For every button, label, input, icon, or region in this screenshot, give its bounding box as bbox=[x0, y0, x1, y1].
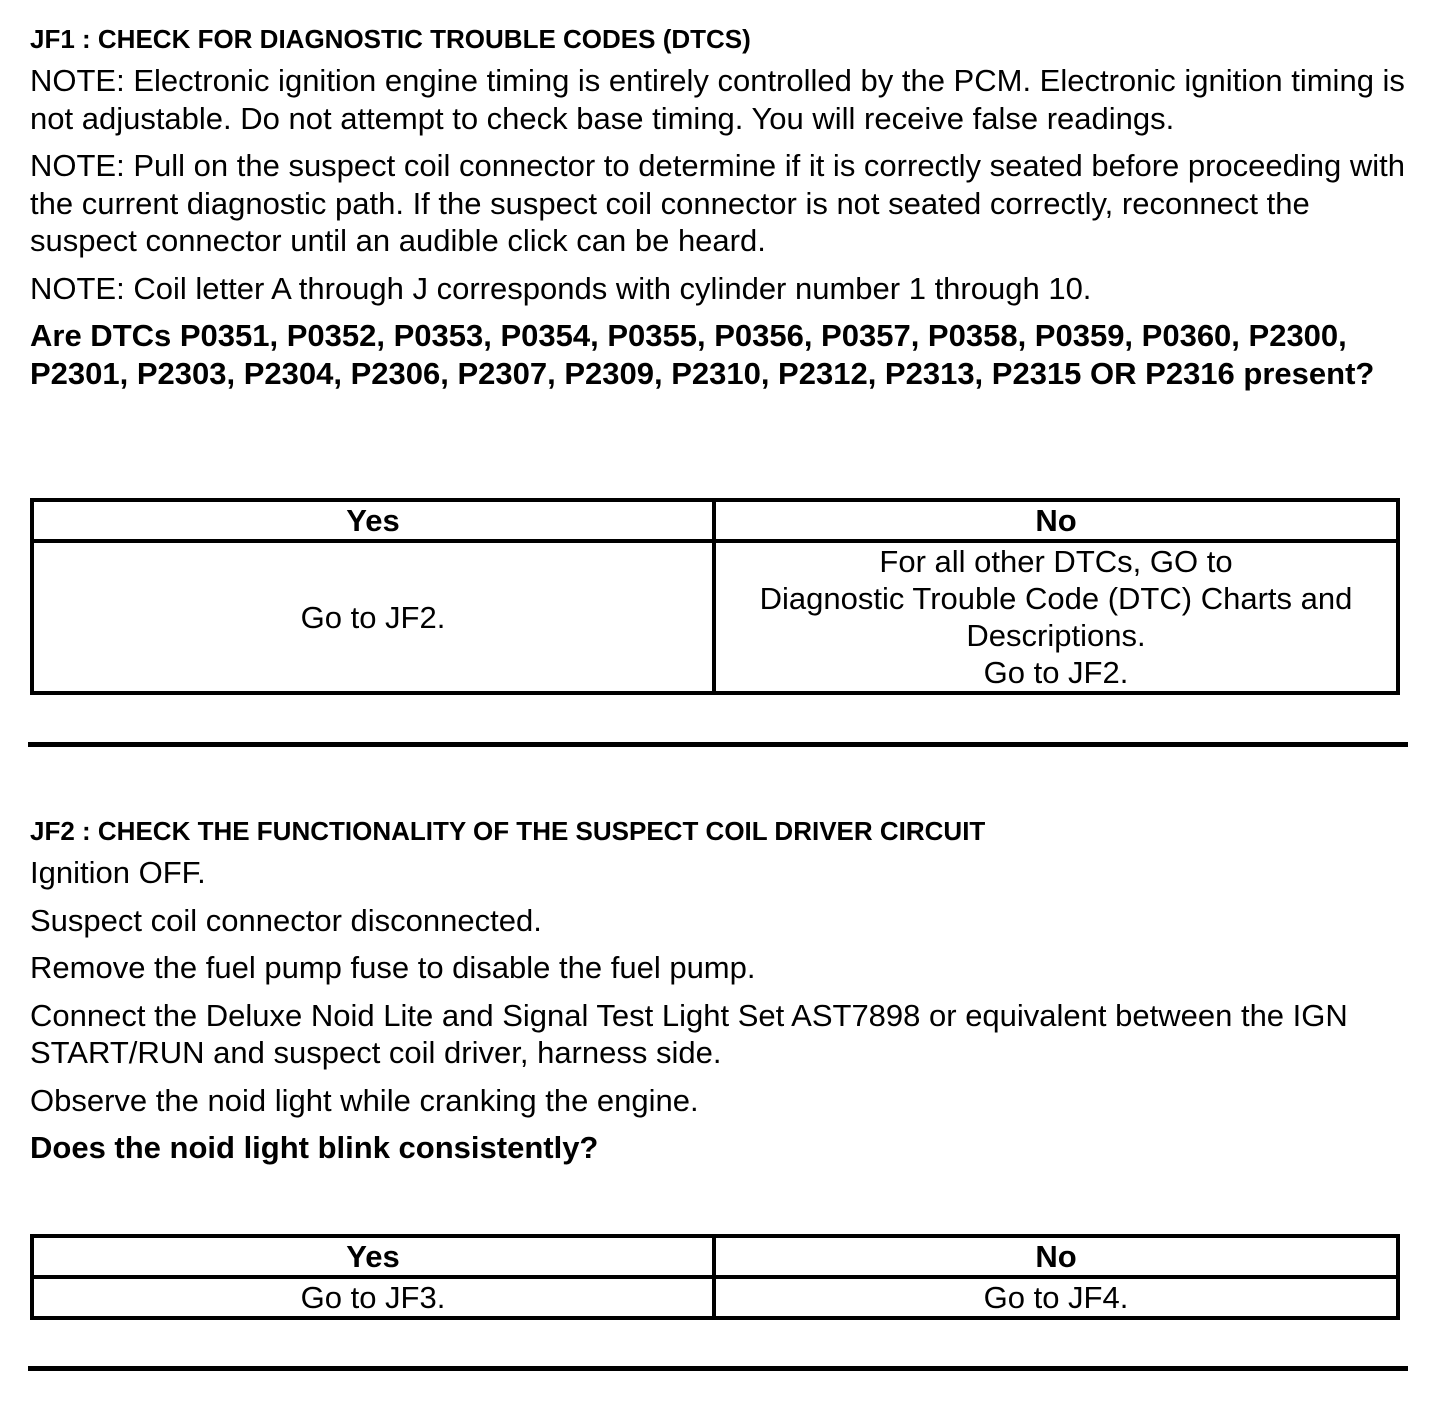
no-header: No bbox=[714, 500, 1398, 541]
jf2-step-connect-noid: Connect the Deluxe Noid Lite and Signal Test Light Set AST7898 or equivalent between the IGN START/RUN and suspect coil driver, harness side. bbox=[30, 997, 1348, 1070]
jf2-step-remove-fuse: Remove the fuel pump fuse to disable the fuel pump. bbox=[30, 950, 756, 985]
section-divider bbox=[28, 1366, 1408, 1371]
jf2-step-observe: Observe the noid light while cranking the engine. bbox=[30, 1082, 699, 1118]
step-jf2-title: JF2 : CHECK THE FUNCTIONALITY OF THE SUSPECT COIL DRIVER CIRCUIT bbox=[30, 816, 986, 846]
section-divider bbox=[28, 742, 1408, 747]
yes-header: Yes bbox=[32, 1236, 714, 1277]
table-row bbox=[32, 1277, 1398, 1318]
step-jf2-section bbox=[30, 814, 1410, 1167]
step-jf1-title: JF1 : CHECK FOR DIAGNOSTIC TROUBLE CODES (DTCS) bbox=[30, 24, 751, 54]
jf1-no-action-line-2: Diagnostic Trouble Code (DTC) Charts and bbox=[759, 581, 1353, 616]
jf1-note-timing: NOTE: Electronic ignition engine timing is entirely controlled by the PCM. Electronic ignition timing is not adjustable. Do not attempt to check base timing. You will receive false readings. bbox=[30, 63, 1405, 136]
jf1-note-coil-letter: NOTE: Coil letter A through J corresponds with cylinder number 1 through 10. bbox=[30, 270, 1092, 306]
step-jf1-section bbox=[30, 22, 1410, 392]
jf2-no-action: Go to JF4. bbox=[714, 1277, 1398, 1318]
table-header-row bbox=[32, 500, 1398, 541]
jf2-step-disconnect-coil: Suspect coil connector disconnected. bbox=[30, 902, 542, 938]
jf1-no-action-line-4: Go to JF2. bbox=[983, 655, 1129, 690]
jf1-no-action-line-3: Descriptions. bbox=[966, 618, 1146, 653]
table-row bbox=[32, 541, 1398, 693]
table-header-row bbox=[32, 1236, 1398, 1277]
jf2-answer-table bbox=[30, 1234, 1400, 1320]
yes-header: Yes bbox=[32, 500, 714, 541]
jf1-answer-table bbox=[30, 498, 1400, 695]
no-header: No bbox=[714, 1236, 1398, 1277]
jf2-question: Does the noid light blink consistently? bbox=[30, 1130, 599, 1165]
jf2-step-ignition-off: Ignition OFF. bbox=[30, 855, 206, 890]
jf1-yes-action: Go to JF2. bbox=[32, 541, 714, 693]
jf2-yes-action: Go to JF3. bbox=[32, 1277, 714, 1318]
jf1-question: Are DTCs P0351, P0352, P0353, P0354, P0355, P0356, P0357, P0358, P0359, P0360, P2300, P2301, P2303, P2304, P2306, P2307, P2309, P2310, P2312, P2313, P2315 OR P2316 present? bbox=[30, 318, 1375, 391]
jf1-no-action bbox=[714, 541, 1398, 693]
jf1-note-connector: NOTE: Pull on the suspect coil connector to determine if it is correctly seated before proceeding with the current diagnostic path. If the suspect coil connector is not seated correctly, reconnect the suspect connector until an audible click can be heard. bbox=[30, 148, 1406, 258]
jf1-no-action-line-1: For all other DTCs, GO to bbox=[879, 544, 1233, 579]
